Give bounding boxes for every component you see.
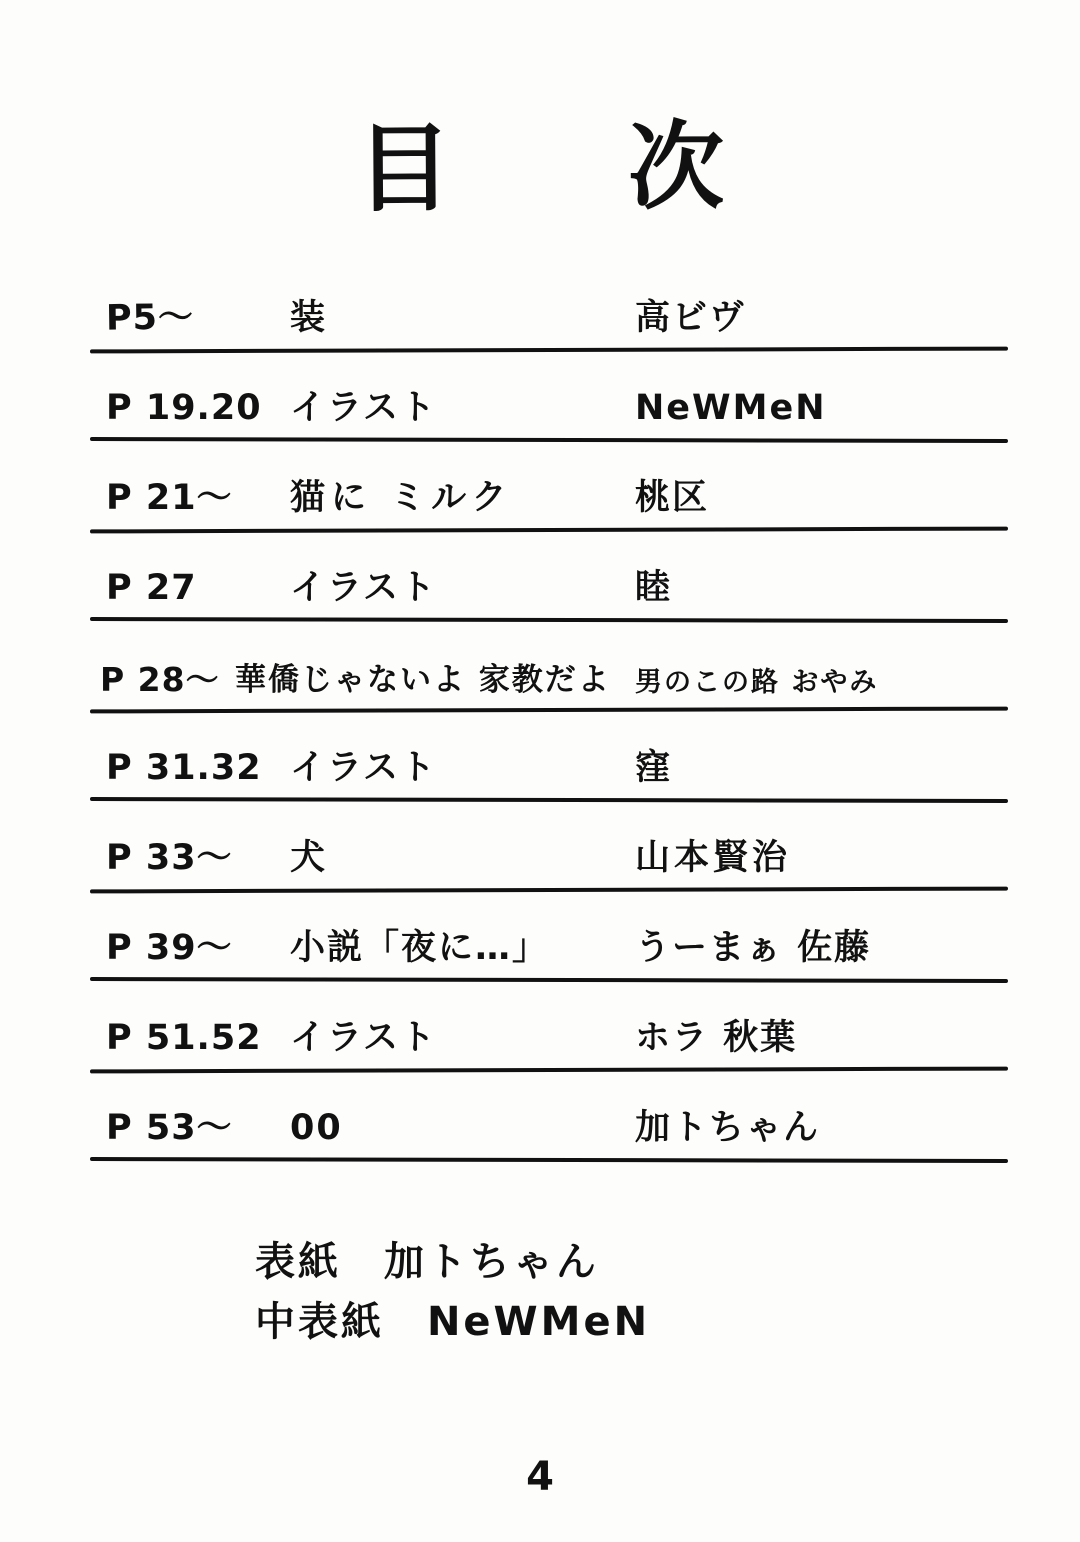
page-number: 4 [526,1454,554,1500]
toc-page: P 51.52 [106,1018,262,1058]
toc-page: P5〜 [105,297,195,339]
table-row [90,262,1010,352]
toc-page: P 33〜 [106,838,233,878]
toc-title: 猫に ミルク [290,478,513,518]
toc-title: 00 [290,1108,343,1148]
toc-title: イラスト [290,388,437,428]
credit-line [255,1292,650,1352]
toc-title: 華僑じゃないよ 家教だよ [235,662,611,698]
toc-author: 睦 [635,568,673,608]
table-row [90,352,1010,442]
toc-page: P 19.20 [106,388,262,428]
table-of-contents [90,262,1010,1162]
toc-author: ホラ 秋葉 [635,1018,798,1058]
toc-title: 装 [290,298,328,338]
toc-page: P 28〜 [100,660,220,699]
table-row [90,622,1010,712]
toc-page: P 53〜 [106,1108,233,1148]
credit-value: 加トちゃん [383,1239,599,1285]
credit-value: NeWMeN [426,1299,651,1345]
toc-author: 窪 [635,748,673,788]
toc-page: P 27 [106,568,197,608]
toc-author: うーまぁ 佐藤 [635,928,872,968]
table-row [90,532,1010,622]
table-row [90,802,1010,892]
toc-author: 男のこの路 おやみ [635,667,879,698]
table-row [90,982,1010,1072]
toc-title: 小説「夜に…」 [290,928,550,968]
table-row [90,712,1010,802]
table-row [90,892,1010,982]
table-row [90,442,1010,532]
toc-author: NeWMeN [635,388,827,428]
toc-title: イラスト [290,568,437,608]
toc-page: P 39〜 [106,928,233,968]
toc-author: 桃区 [635,478,710,518]
toc-author: 山本賢治 [635,838,792,878]
toc-title: 犬 [290,838,328,878]
credit-label: 表紙 [255,1239,341,1285]
toc-title: イラスト [290,1018,437,1058]
page-title: 目 次 [355,110,765,226]
credits-block [255,1232,650,1352]
table-row [90,1072,1010,1162]
row-divider [90,1157,1008,1163]
credit-label: 中表紙 [255,1299,384,1345]
toc-page: P 21〜 [106,478,233,518]
toc-page: P 31.32 [106,748,262,788]
toc-author: 高ビヴ [635,298,747,338]
toc-title: イラスト [290,748,437,788]
toc-author: 加トちゃん [635,1108,821,1148]
credit-line [255,1232,650,1292]
